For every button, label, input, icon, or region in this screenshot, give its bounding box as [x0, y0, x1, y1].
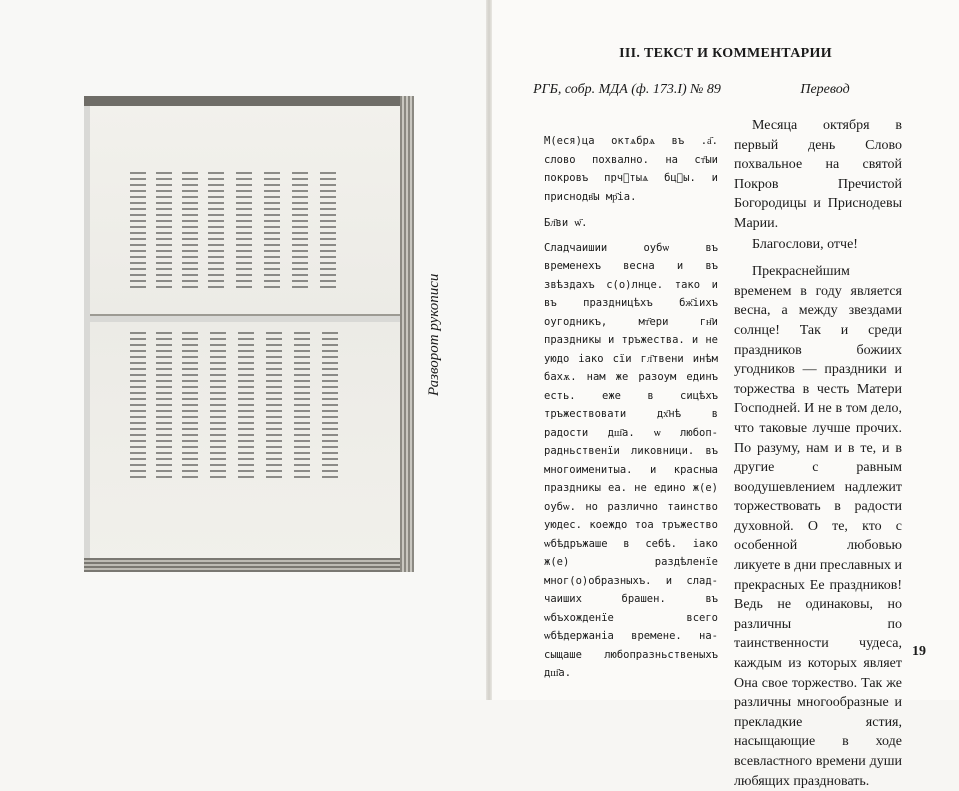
translation-title: Месяца октября в первый день Слово похвальное на святой Покров Пречистой Богородицы и Приснодевы Марии.: [734, 118, 902, 231]
manuscript-binding-top: [84, 96, 414, 106]
slavonic-text-column: [544, 132, 718, 683]
manuscript-text-column: [182, 332, 198, 482]
page-number: 19: [912, 644, 926, 659]
manuscript-text-column: [156, 172, 172, 292]
manuscript-page-edges-bottom: [84, 558, 414, 572]
left-page: [0, 0, 488, 700]
manuscript-text-column: [320, 172, 336, 292]
manuscript-lower-folio: [90, 322, 408, 566]
translation-text-column: [734, 116, 902, 791]
manuscript-text-column: [294, 332, 310, 482]
slavonic-body: Сладчаишии оубѡ въ временехъ весна и въ звѣздахъ с(о)лнце. тако и въ праздницѣхъ бж҃іихъ оугодникъ, мт҃ери гн҃и праздникы и тръжества. и не уюдо іако сїи гл҃твени инѣм бахѫ. нам же разоум единъ есть. еже в сицѣхъ тръжествовати дх҃нѣ в радости дш҃а. ѡ любопрадньственїи ликовници. въ многоименитыа. и красныа праздникы еа. не едино ж(е) оубѡ. но различно таинство уюдес. коеждо тоа тръжество ѡбѣдръжаше в себѣ. іако ж(е) раздѣленїе мног(о)образныхъ. и сладчаиших брашен. въ ѡбъхожденїе всего ѡбѣдержаніа времене. насыщаше любопразньственыхъ дш҃а.: [544, 241, 718, 679]
source-column-title: РГБ, собр. МДА (ф. 173.I) № 89: [533, 82, 721, 97]
right-page: [492, 0, 959, 789]
translation-blessing: Благослови, отче!: [752, 236, 858, 252]
photo-caption: Разворот рукописи: [426, 273, 442, 397]
manuscript-text-column: [292, 172, 308, 292]
manuscript-text-column: [236, 172, 252, 292]
manuscript-text-column: [156, 332, 172, 482]
manuscript-text-column: [210, 332, 226, 482]
manuscript-photo: [84, 96, 414, 572]
manuscript-text-column: [238, 332, 254, 482]
translation-column-title: Перевод: [800, 82, 850, 97]
manuscript-text-column: [266, 332, 282, 482]
slavonic-blessing: Бл҃ви ѡ҃.: [544, 217, 588, 229]
manuscript-page-edges-right: [400, 96, 414, 572]
manuscript-text-column: [182, 172, 198, 292]
slavonic-title: М(еся)ца октѧбрѧ въ .а҃. слово похвално. на ст҃ыи покровъ прчⷭтыѧ бцⷣы. и приснодв҃ы мр҃іа.: [544, 135, 718, 203]
manuscript-text-column: [322, 332, 338, 482]
section-heading: III. ТЕКСТ И КОММЕНТАРИИ: [619, 46, 832, 61]
translation-body: Прекраснейшим временем в году является весна, а между звездами солнце! Так и среди праздников божиих угодников — праздники и торжества в честь Матери Господней. И не в том дело, что таковые лучше прочих. По разуму, нам и в те, и в другие с равным воодушевлением надлежит торжествовать в радости духовной. О те, кто с особенной любовью ликуете в дни преславных и прекрасных Ее праздников! Ведь не одинаковы, но различны по таинственности чудеса, каждым из которых являет Она свое торжество. Так же различны многообразные и прекладкие ястия, насыщающие в ходе всевластного времени души любящих праздновать.: [734, 264, 902, 789]
manuscript-text-column: [208, 172, 224, 292]
manuscript-text-column: [130, 172, 146, 292]
manuscript-upper-folio: [90, 102, 408, 316]
manuscript-text-column: [264, 172, 280, 292]
manuscript-text-column: [130, 332, 146, 482]
